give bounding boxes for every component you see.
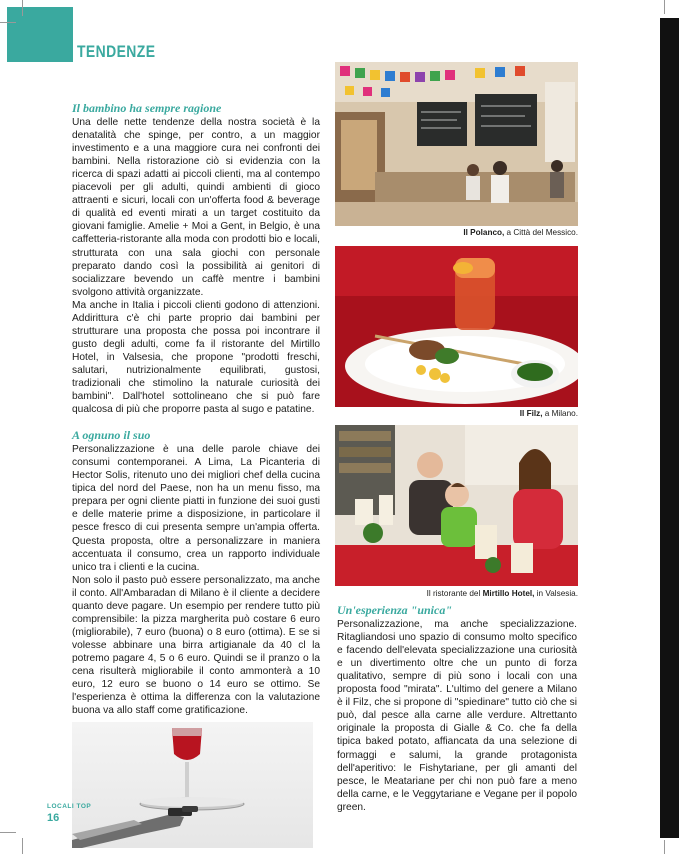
caption-bold: Il Polanco, bbox=[463, 228, 505, 237]
il-filz-photo bbox=[335, 246, 578, 407]
left-column-text bbox=[72, 102, 320, 717]
paragraph: Personalizzazione è una delle parole chiave dei consumi contemporanei. A Lima, La Picanteria di Hector Solis, ritenuto uno dei migliori chef della cucina tipica del nord del Paese, non ha un menu fisso, ma prepara per ogni cliente piatti in funzione dei suoi gusti e delle materie prime a disposizione, in particolare il pesce fresco di cui presenta sempre un'ampia offerta. Questa proposta, oltre a personalizzare in maniera accentuata il consumo, crea un rapporto individuale unico tra i clienti e la cucina. bbox=[72, 444, 320, 573]
photo-caption bbox=[335, 589, 578, 598]
paragraph: Non solo il pasto può essere personalizzato, ma anche il conto. All'Ambaradan di Milano è il cliente a decidere quanto deve pagare. Un esempio per rendere tutto più comprensibile: la pizza margherita può costare 6 euro (migliorabile), 7 euro (buona) o 8 euro (ottima). E se si volesse abbinare una birra artigianale da 40 cl la potremo pagare 4, 5 o 6 euro. Quindi se il pranzo o la cena risulterà migliorabile il conto ammonterà a 10 euro, 12 euro se buono o 14 euro se ottimo. Se l'esperienza è ottima la differenza con la valutazione buona va allo staff come gratificazione. bbox=[72, 574, 320, 717]
photo-caption bbox=[335, 228, 578, 237]
caption-text: a Città del Messico. bbox=[504, 228, 578, 237]
mirtillo-hotel-photo bbox=[335, 425, 578, 586]
caption-text: in Valsesia. bbox=[534, 589, 578, 598]
section-title: TENDENZE bbox=[77, 42, 156, 61]
caption-text: Il ristorante del bbox=[426, 589, 483, 598]
section-heading: Un'esperienza "unica" bbox=[337, 603, 453, 617]
paragraph: Ma anche in Italia i piccoli clienti godono di attenzioni. Addirittura c'è chi parte proprio dai bambini per strutturare una proposta che possa poi incontrare il gusto degli adulti, come fa il ristorante del Mirtillo Hotel, in Valsesia, che propone "prodotti freschi, salutari, nutrizionalmente equilibrati, gustosi, tradizionali che stimolino la naturale curiosità dei bambini". Dall'hotel sottolineano che si può fare qualcosa di più che proporre pasta al sugo e patatine. bbox=[72, 299, 320, 416]
crop-mark bbox=[664, 840, 665, 854]
right-column-text bbox=[337, 604, 577, 814]
crop-mark bbox=[22, 0, 23, 16]
robot-waiter-photo bbox=[72, 722, 313, 848]
section-heading: Il bambino ha sempre ragione bbox=[72, 101, 222, 115]
crop-mark bbox=[0, 832, 16, 833]
paragraph: Una delle nette tendenze della nostra società è la denatalità che spinge, per contro, a un maggior investimento e a una maggiore cura nei confronti dei bambini. Nella ristorazione ciò si evidenzia con la ricerca di spazi adatti ai piccoli clienti, ma al contempo piacevoli per gli adulti, quindi ambienti di gioco attraenti e sicuri, locali con un'offerta food & beverage di qualità ed eventi mirati a un target costituito da giovani famiglie. Amelie + Moi a Gent, in Belgio, è una caffetteria-ristorante alla moda con prodotti bio e locali, strutturata con una sala giochi con personale preparato dando così la possibilità ai genitori di socializzare bevendo un caffè mentre i bambini svolgono attività organizzate. bbox=[72, 117, 320, 298]
magazine-name: LOCALI TOP bbox=[47, 803, 92, 810]
caption-text: a Milano. bbox=[542, 409, 578, 418]
il-polanco-photo bbox=[335, 62, 578, 226]
photo-caption bbox=[335, 409, 578, 418]
page-number: 16 bbox=[47, 812, 60, 824]
caption-bold: Mirtillo Hotel, bbox=[482, 589, 535, 598]
caption-bold: Il Filz, bbox=[519, 409, 543, 418]
paragraph: Personalizzazione, ma anche specializzazione. Ritagliandosi uno spazio di consumo molto specifico e facendo dell'elevata specializzazione una curiosità e un divertimento oltre che un punto di forza qualitativo, sempre di più sono i locali con una proposta food "mirata". L'ultimo del genere a Milano è il Filz, che si propone di "spiedinare" tutto ciò che si può, dal pesce alla carne alle verdure. Altrettanto originale la proposta di Gialle & Co. che fa della tipica baked potato, affiancata da una selezione di formaggi e salumi, la grande protagonista dell'aperitivo: le Fishytariane, per gli amanti del pesce, le Meatariane per chi non può fare a meno della carne, e le Veggytariane e Vegane per il popolo green. bbox=[337, 619, 577, 813]
crop-mark bbox=[0, 22, 16, 23]
page-edge-bar bbox=[660, 18, 679, 838]
section-color-block bbox=[7, 7, 73, 62]
crop-mark bbox=[22, 838, 23, 854]
section-heading: A ognuno il suo bbox=[72, 428, 151, 443]
crop-mark bbox=[664, 0, 665, 14]
